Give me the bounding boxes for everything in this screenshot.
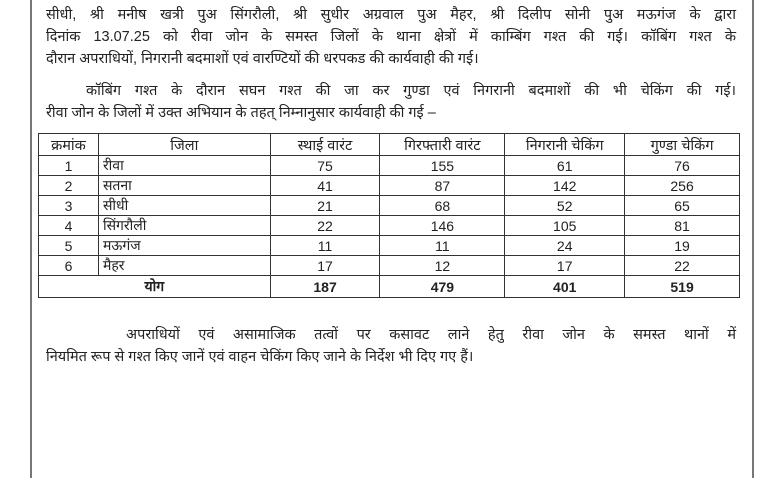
- header-goonda-checking: गुण्डा चेकिंग: [625, 134, 740, 156]
- value-cell: 68: [380, 196, 505, 216]
- value-cell: 155: [380, 156, 505, 176]
- value-cell: 146: [380, 216, 505, 236]
- value-cell: 65: [625, 196, 740, 216]
- text-line: सीधी, श्री मनीष खत्री पुअ सिंगरौली, श्री सुधीर अग्रवाल पुअ मैहर, श्री दिलीप सोनी पुअ मऊगंज के द्वारा: [46, 7, 736, 23]
- serial-cell: 1: [39, 156, 99, 176]
- paragraph-combing-operation: [46, 4, 736, 70]
- district-action-table: [38, 133, 740, 298]
- table-row: [39, 196, 740, 216]
- table-row: [39, 156, 740, 176]
- total-label: योग: [39, 276, 271, 298]
- total-cell: 479: [380, 276, 505, 298]
- value-cell: 22: [625, 256, 740, 276]
- value-cell: 61: [505, 156, 625, 176]
- serial-cell: 5: [39, 236, 99, 256]
- paragraph-checking: [46, 80, 736, 124]
- value-cell: 76: [625, 156, 740, 176]
- value-cell: 105: [505, 216, 625, 236]
- table-total-row: [39, 276, 740, 298]
- serial-cell: 3: [39, 196, 99, 216]
- total-cell: 187: [270, 276, 380, 298]
- header-permanent-warrant: स्थाई वारंट: [270, 134, 380, 156]
- value-cell: 52: [505, 196, 625, 216]
- value-cell: 11: [380, 236, 505, 256]
- table-row: [39, 236, 740, 256]
- text-line: दौरान अपराधियों, निगरानी बदमाशों एवं वारण्टियों की धरपकड की कार्यवाही की गई।: [46, 51, 479, 67]
- total-cell: 519: [625, 276, 740, 298]
- total-cell: 401: [505, 276, 625, 298]
- serial-cell: 4: [39, 216, 99, 236]
- district-cell: सतना: [98, 176, 270, 196]
- serial-cell: 6: [39, 256, 99, 276]
- table-header-row: [39, 134, 740, 156]
- value-cell: 142: [505, 176, 625, 196]
- district-cell: रीवा: [98, 156, 270, 176]
- value-cell: 87: [380, 176, 505, 196]
- value-cell: 81: [625, 216, 740, 236]
- district-cell: मैहर: [98, 256, 270, 276]
- text-line: दिनांक 13.07.25 को रीवा जोन के समस्त जिलों के थाना क्षेत्रों में काम्बिंग गश्त की गई। कॉबिंग गश्त के: [46, 29, 736, 45]
- value-cell: 41: [270, 176, 380, 196]
- value-cell: 21: [270, 196, 380, 216]
- value-cell: 17: [270, 256, 380, 276]
- text-line: नियमित रूप से गश्त किए जानें एवं वाहन चेकिंग किए जाने के निर्देश भी दिए गए हैं।: [46, 349, 474, 365]
- table-row: [39, 176, 740, 196]
- value-cell: 17: [505, 256, 625, 276]
- header-serial: क्रमांक: [39, 134, 99, 156]
- value-cell: 12: [380, 256, 505, 276]
- value-cell: 19: [625, 236, 740, 256]
- value-cell: 22: [270, 216, 380, 236]
- value-cell: 256: [625, 176, 740, 196]
- header-district: जिला: [98, 134, 270, 156]
- value-cell: 24: [505, 236, 625, 256]
- header-surveillance-checking: निगरानी चेकिंग: [505, 134, 625, 156]
- value-cell: 75: [270, 156, 380, 176]
- header-arrest-warrant: गिरफ्तारी वारंट: [380, 134, 505, 156]
- text-line: रीवा जोन के जिलों में उक्त अभियान के तहत् निम्नानुसार कार्यवाही की गई –: [46, 105, 436, 121]
- text-line: कॉबिंग गश्त के दौरान सघन गश्त की जा कर गुण्डा एवं निगरानी बदमाशों की भी चेकिंग की गई।: [86, 83, 736, 99]
- paragraph-instructions: [46, 324, 736, 368]
- table-row: [39, 256, 740, 276]
- serial-cell: 2: [39, 176, 99, 196]
- district-cell: मऊगंज: [98, 236, 270, 256]
- table-row: [39, 216, 740, 236]
- value-cell: 11: [270, 236, 380, 256]
- district-cell: सिंगरौली: [98, 216, 270, 236]
- text-line: अपराधियों एवं असामाजिक तत्वों पर कसावट लाने हेतु रीवा जोन के समस्त थानों में: [126, 327, 736, 343]
- district-cell: सीधी: [98, 196, 270, 216]
